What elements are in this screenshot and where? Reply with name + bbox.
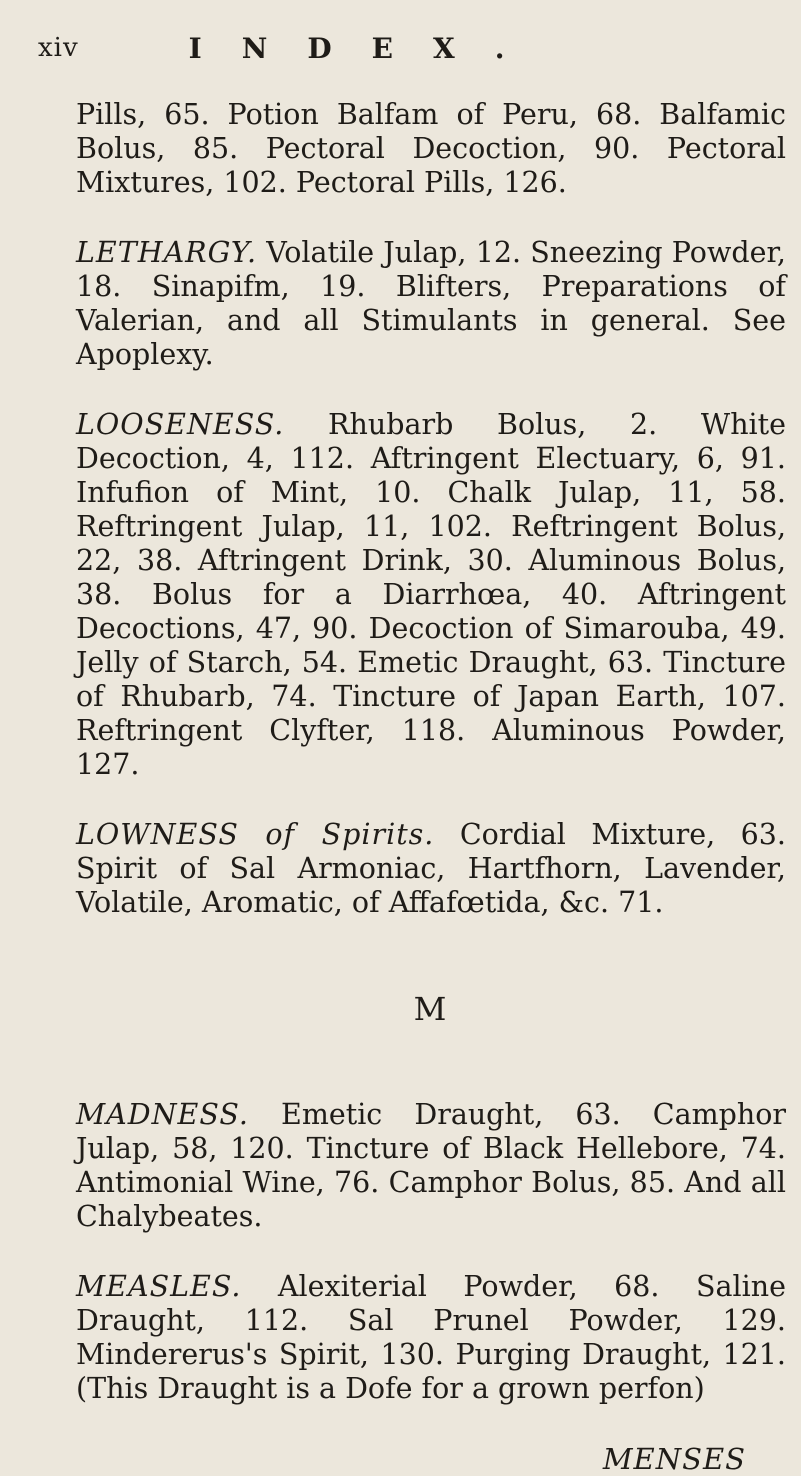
index-entry	[76, 236, 786, 372]
index-entry	[76, 818, 786, 920]
entry-heading: MADNESS.	[76, 1098, 249, 1131]
section-letter: M	[413, 990, 449, 1028]
entry-heading: LOOSENESS.	[76, 408, 285, 441]
index-entry	[76, 98, 786, 200]
entry-text: Alexiterial Powder, 68. Saline Draught, 112. Sal Prunel Powder, 129. Mindererus's Spirit, 130. Purging Draught, 121. (This Draught is a Dofe for a grown perfon)	[76, 1270, 786, 1405]
entry-text: Emetic Draught, 63. Camphor Julap, 58, 120. Tincture of Black Hellebore, 74. Antimonial Wine, 76. Camphor Bolus, 85. And all Chalybeates.	[76, 1098, 786, 1233]
index-entries	[76, 98, 786, 1476]
entry-text: Rhubarb Bolus, 2. White Decoction, 4, 112. Aftringent Electuary, 6, 91. Infufion of Mint, 10. Chalk Julap, 11, 58. Reftringent Julap, 11, 102. Reftringent Bolus, 22, 38. Aftringent Drink, 30. Aluminous Bolus, 38. Bolus for a Diarrhœa, 40. Aftringent Decoctions, 47, 90. Decoction of Simarouba, 49. Jelly of Starch, 54. Emetic Draught, 63. Tincture of Rhubarb, 74. Tincture of Japan Earth, 107. Reftringent Clyfter, 118. Aluminous Powder, 127.	[76, 408, 786, 781]
page-header	[38, 28, 778, 68]
entry-heading: LOWNESS of Spirits.	[76, 818, 435, 851]
index-entry	[76, 1270, 786, 1406]
entry-heading: LETHARGY.	[76, 236, 258, 269]
catchword: MENSES	[602, 1442, 746, 1476]
page-number: xiv	[38, 33, 79, 63]
entry-text: Cordial Mixture, 63. Spirit of Sal Armoniac, Hartfhorn, Lavender, Volatile, Aromatic, of Affafœtida, &c. 71.	[76, 818, 786, 919]
entry-heading: MEASLES.	[76, 1270, 242, 1303]
running-title: INDEX.	[188, 31, 545, 65]
index-entry	[76, 1098, 786, 1234]
entry-text: Volatile Julap, 12. Sneezing Powder, 18. Sinapifm, 19. Blifters, Preparations of Valerian, and all Stimulants in general. See Apoplexy.	[76, 236, 786, 371]
index-entry	[76, 408, 786, 782]
entry-text: Pills, 65. Potion Balfam of Peru, 68. Balfamic Bolus, 85. Pectoral Decoction, 90. Pectoral Mixtures, 102. Pectoral Pills, 126.	[76, 98, 786, 199]
